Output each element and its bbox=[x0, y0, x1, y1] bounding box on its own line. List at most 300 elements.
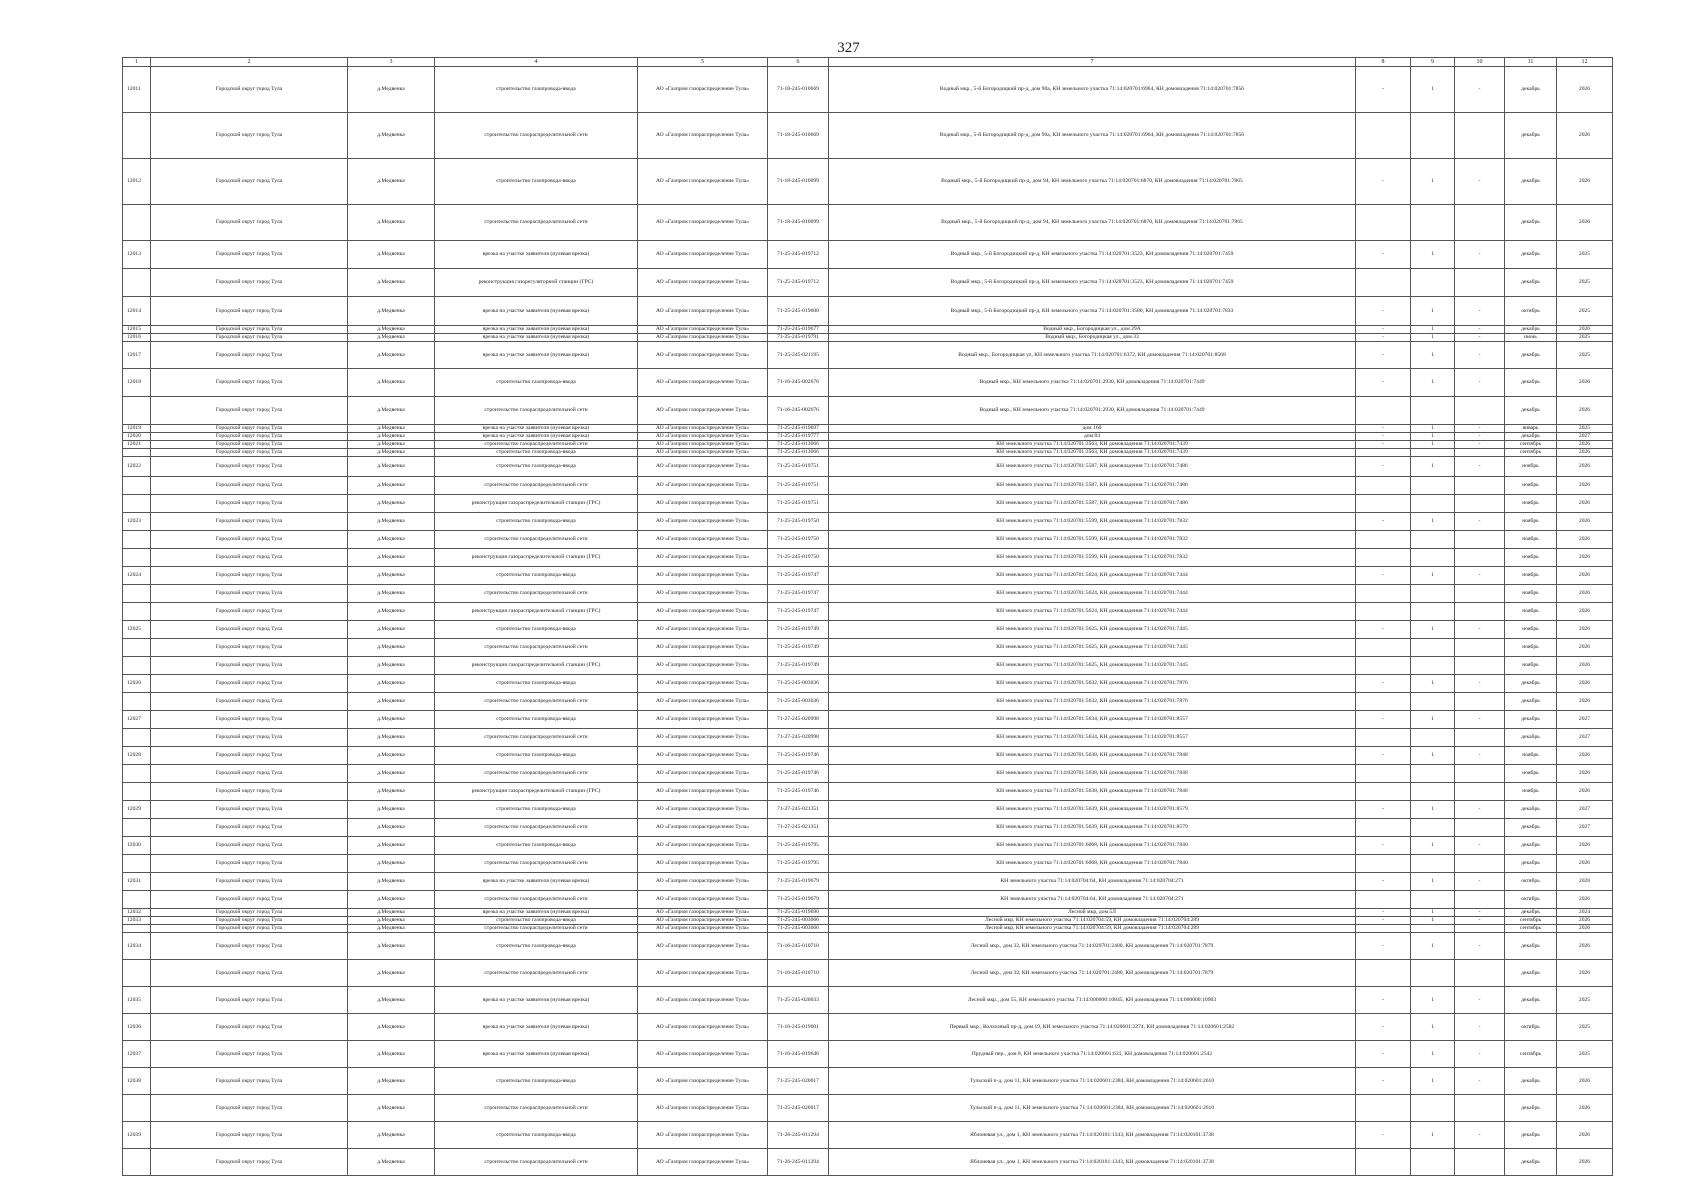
month-cell: сентябрь bbox=[1505, 917, 1557, 925]
row-number-cell: 12032 bbox=[123, 909, 151, 917]
row-number-cell: 12026 bbox=[123, 675, 151, 693]
municipality-cell: Городской округ город Тула bbox=[151, 113, 348, 159]
column-header: 5 bbox=[638, 58, 768, 67]
row-number-cell bbox=[123, 693, 151, 711]
month-cell: ноябрь bbox=[1505, 567, 1557, 585]
work-type-cell: строительство газораспределительной сети bbox=[435, 441, 638, 449]
year-cell: 2027 bbox=[1557, 819, 1613, 837]
column-header: 6 bbox=[768, 58, 829, 67]
municipality-cell: Городской округ город Тула bbox=[151, 933, 348, 960]
work-type-cell: врезка на участке заявителя (нулевая врезка) bbox=[435, 326, 638, 334]
municipality-cell: Городской округ город Тула bbox=[151, 801, 348, 819]
request-number-cell: 71-25-245-003066 bbox=[768, 917, 829, 925]
organization-cell: АО «Газпром газораспределение Тула» bbox=[638, 1068, 768, 1095]
col-10-cell: - bbox=[1455, 297, 1505, 326]
settlement-cell: д.Медвенка bbox=[348, 334, 435, 342]
address-cell: Водный мкр., 5-й Богородицкий пр-д, дом 90а, КН земельного участка 71:14:020701:6964, КН домовладения 71:14:020701:7856 bbox=[829, 67, 1356, 113]
year-cell: 2026 bbox=[1557, 960, 1613, 987]
year-cell: 2026 bbox=[1557, 513, 1613, 531]
settlement-cell: д.Медвенка bbox=[348, 855, 435, 873]
municipality-cell: Городской округ город Тула bbox=[151, 1041, 348, 1068]
work-type-cell: строительство газораспределительной сети bbox=[435, 855, 638, 873]
municipality-cell: Городской округ город Тула bbox=[151, 987, 348, 1014]
request-number-cell: 71-26-245-011294 bbox=[768, 1122, 829, 1149]
municipality-cell: Городской округ город Тула bbox=[151, 425, 348, 433]
table-row bbox=[123, 1014, 1613, 1041]
month-cell: декабрь bbox=[1505, 711, 1557, 729]
organization-cell: АО «Газпром газораспределение Тула» bbox=[638, 801, 768, 819]
table-row bbox=[123, 457, 1613, 477]
work-type-cell: строительство газораспределительной сети bbox=[435, 765, 638, 783]
organization-cell: АО «Газпром газораспределение Тула» bbox=[638, 1122, 768, 1149]
request-number-cell: 71-25-245-019712 bbox=[768, 269, 829, 297]
col-8-cell: - bbox=[1356, 334, 1411, 342]
col-10-cell bbox=[1455, 693, 1505, 711]
row-number-cell bbox=[123, 603, 151, 621]
settlement-cell: д.Медвенка bbox=[348, 342, 435, 369]
col-8-cell: - bbox=[1356, 711, 1411, 729]
work-type-cell: строительство газораспределительной сети bbox=[435, 477, 638, 495]
col-10-cell: - bbox=[1455, 67, 1505, 113]
col-8-cell bbox=[1356, 1149, 1411, 1176]
municipality-cell: Городской округ город Тула bbox=[151, 819, 348, 837]
address-cell: КН земельного участка 71:14:020701:5638, КН домовладения 71:14:020701:7848 bbox=[829, 765, 1356, 783]
address-cell: дом 160 bbox=[829, 425, 1356, 433]
row-number-cell bbox=[123, 657, 151, 675]
col-10-cell bbox=[1455, 765, 1505, 783]
organization-cell: АО «Газпром газораспределение Тула» bbox=[638, 334, 768, 342]
settlement-cell: д.Медвенка bbox=[348, 621, 435, 639]
col-9-cell: 1 bbox=[1411, 334, 1455, 342]
col-10-cell: - bbox=[1455, 801, 1505, 819]
col-9-cell: 1 bbox=[1411, 933, 1455, 960]
col-8-cell: - bbox=[1356, 873, 1411, 891]
year-cell: 2026 bbox=[1557, 933, 1613, 960]
year-cell: 2026 bbox=[1557, 67, 1613, 113]
column-header: 11 bbox=[1505, 58, 1557, 67]
address-cell: КН земельного участка 71:14:020701:3563, КН домовладения 71:14:020701:7439 bbox=[829, 449, 1356, 457]
table-row bbox=[123, 909, 1613, 917]
settlement-cell: д.Медвенка bbox=[348, 909, 435, 917]
settlement-cell: д.Медвенка bbox=[348, 477, 435, 495]
col-10-cell bbox=[1455, 657, 1505, 675]
table-row bbox=[123, 441, 1613, 449]
col-10-cell: - bbox=[1455, 433, 1505, 441]
request-number-cell: 71-16-245-019646 bbox=[768, 1041, 829, 1068]
col-10-cell: - bbox=[1455, 159, 1505, 205]
month-cell: октябрь bbox=[1505, 297, 1557, 326]
organization-cell: АО «Газпром газораспределение Тула» bbox=[638, 441, 768, 449]
col-10-cell: - bbox=[1455, 987, 1505, 1014]
work-type-cell: строительство газопровода-ввода bbox=[435, 933, 638, 960]
col-10-cell bbox=[1455, 639, 1505, 657]
row-number-cell: 12012 bbox=[123, 159, 151, 205]
col-10-cell: - bbox=[1455, 747, 1505, 765]
row-number-cell: 12025 bbox=[123, 621, 151, 639]
work-type-cell: реконструкция газораспределительной станции (ГРС) bbox=[435, 495, 638, 513]
col-9-cell bbox=[1411, 693, 1455, 711]
address-cell: Водный мкр., КН земельного участка 71:14:020701:2930, КН домовладения 71:14:020701:7449 bbox=[829, 397, 1356, 425]
municipality-cell: Городской округ город Тула bbox=[151, 334, 348, 342]
col-8-cell bbox=[1356, 639, 1411, 657]
col-10-cell bbox=[1455, 819, 1505, 837]
col-10-cell: - bbox=[1455, 425, 1505, 433]
table-row bbox=[123, 425, 1613, 433]
address-cell: КН земельного участка 71:14:020701:5624, КН домовладения 71:14:020701:7444 bbox=[829, 567, 1356, 585]
work-type-cell: строительство газораспределительной сети bbox=[435, 205, 638, 241]
request-number-cell: 71-25-245-019749 bbox=[768, 657, 829, 675]
address-cell: КН земельного участка 71:14:020701:5624, КН домовладения 71:14:020701:7444 bbox=[829, 585, 1356, 603]
year-cell: 2025 bbox=[1557, 987, 1613, 1014]
settlement-cell: д.Медвенка bbox=[348, 369, 435, 397]
organization-cell: АО «Газпром газораспределение Тула» bbox=[638, 585, 768, 603]
row-number-cell bbox=[123, 531, 151, 549]
organization-cell: АО «Газпром газораспределение Тула» bbox=[638, 960, 768, 987]
settlement-cell: д.Медвенка bbox=[348, 711, 435, 729]
year-cell: 2026 bbox=[1557, 855, 1613, 873]
request-number-cell: 71-26-245-011294 bbox=[768, 1149, 829, 1176]
work-type-cell: реконструкция газораспределительной станции (ГРС) bbox=[435, 603, 638, 621]
work-type-cell: строительство газораспределительной сети bbox=[435, 960, 638, 987]
settlement-cell: д.Медвенка bbox=[348, 113, 435, 159]
col-8-cell: - bbox=[1356, 342, 1411, 369]
table-row bbox=[123, 987, 1613, 1014]
municipality-cell: Городской округ город Тула bbox=[151, 1095, 348, 1122]
row-number-cell bbox=[123, 783, 151, 801]
row-number-cell: 12018 bbox=[123, 369, 151, 397]
col-8-cell bbox=[1356, 205, 1411, 241]
col-10-cell bbox=[1455, 397, 1505, 425]
table-row bbox=[123, 801, 1613, 819]
month-cell: декабрь bbox=[1505, 369, 1557, 397]
request-number-cell: 71-25-245-019795 bbox=[768, 837, 829, 855]
month-cell: ноябрь bbox=[1505, 747, 1557, 765]
table-row bbox=[123, 205, 1613, 241]
request-number-cell: 71-25-245-020017 bbox=[768, 1095, 829, 1122]
year-cell: 2026 bbox=[1557, 567, 1613, 585]
col-10-cell: - bbox=[1455, 837, 1505, 855]
column-header: 7 bbox=[829, 58, 1356, 67]
settlement-cell: д.Медвенка bbox=[348, 205, 435, 241]
col-10-cell bbox=[1455, 1095, 1505, 1122]
settlement-cell: д.Медвенка bbox=[348, 693, 435, 711]
col-10-cell bbox=[1455, 960, 1505, 987]
col-8-cell bbox=[1356, 693, 1411, 711]
year-cell: 2026 bbox=[1557, 326, 1613, 334]
request-number-cell: 71-16-245-019601 bbox=[768, 1014, 829, 1041]
year-cell: 2026 bbox=[1557, 783, 1613, 801]
col-9-cell bbox=[1411, 205, 1455, 241]
row-number-cell bbox=[123, 477, 151, 495]
month-cell: декабрь bbox=[1505, 397, 1557, 425]
col-8-cell: - bbox=[1356, 675, 1411, 693]
municipality-cell: Городской округ город Тула bbox=[151, 1014, 348, 1041]
organization-cell: АО «Газпром газораспределение Тула» bbox=[638, 621, 768, 639]
settlement-cell: д.Медвенка bbox=[348, 917, 435, 925]
settlement-cell: д.Медвенка bbox=[348, 960, 435, 987]
row-number-cell: 12028 bbox=[123, 747, 151, 765]
address-cell: Яблоневая ул., дом 1, КН земельного участка 71:14:020101:1343, КН домовладения 71:14:020101:3738 bbox=[829, 1149, 1356, 1176]
year-cell: 2026 bbox=[1557, 159, 1613, 205]
work-type-cell: реконструкция газорегуляторной станции (ГРС) bbox=[435, 269, 638, 297]
year-cell: 2027 bbox=[1557, 433, 1613, 441]
month-cell: декабрь bbox=[1505, 987, 1557, 1014]
address-cell: Яблоневая ул., дом 1, КН земельного участка 71:14:020101:1343, КН домовладения 71:14:020101:3738 bbox=[829, 1122, 1356, 1149]
col-9-cell bbox=[1411, 1095, 1455, 1122]
organization-cell: АО «Газпром газораспределение Тула» bbox=[638, 819, 768, 837]
col-9-cell: 1 bbox=[1411, 342, 1455, 369]
municipality-cell: Городской округ город Тула bbox=[151, 457, 348, 477]
row-number-cell bbox=[123, 205, 151, 241]
month-cell: октябрь bbox=[1505, 873, 1557, 891]
organization-cell: АО «Газпром газораспределение Тула» bbox=[638, 933, 768, 960]
settlement-cell: д.Медвенка bbox=[348, 1068, 435, 1095]
municipality-cell: Городской округ город Тула bbox=[151, 1122, 348, 1149]
row-number-cell: 12023 bbox=[123, 513, 151, 531]
col-9-cell bbox=[1411, 531, 1455, 549]
month-cell: декабрь bbox=[1505, 1095, 1557, 1122]
col-9-cell bbox=[1411, 729, 1455, 747]
address-cell: Лесной мкр., дом 32, КН земельного участка 71:14:020701:2480, КН домовладения 71:14:020701:7879 bbox=[829, 933, 1356, 960]
organization-cell: АО «Газпром газораспределение Тула» bbox=[638, 397, 768, 425]
month-cell: декабрь bbox=[1505, 909, 1557, 917]
table-row bbox=[123, 819, 1613, 837]
column-header: 12 bbox=[1557, 58, 1613, 67]
request-number-cell: 71-25-245-019600 bbox=[768, 297, 829, 326]
month-cell: декабрь bbox=[1505, 675, 1557, 693]
municipality-cell: Городской округ город Тула bbox=[151, 711, 348, 729]
col-10-cell bbox=[1455, 925, 1505, 933]
organization-cell: АО «Газпром газораспределение Тула» bbox=[638, 675, 768, 693]
month-cell: июнь bbox=[1505, 334, 1557, 342]
registry-table bbox=[122, 57, 1613, 1176]
address-cell: КН земельного участка 71:14:020701:5625, КН домовладения 71:14:020701:7445 bbox=[829, 639, 1356, 657]
request-number-cell: 71-25-245-003066 bbox=[768, 925, 829, 933]
year-cell: 2026 bbox=[1557, 441, 1613, 449]
request-number-cell: 71-27-245-021351 bbox=[768, 819, 829, 837]
address-cell: Водный мкр., Богородицкая ул, КН земельного участка 71:14:020701:6372, КН домовладения 71:14:020701:8568 bbox=[829, 342, 1356, 369]
month-cell: декабрь bbox=[1505, 729, 1557, 747]
settlement-cell: д.Медвенка bbox=[348, 639, 435, 657]
settlement-cell: д.Медвенка bbox=[348, 675, 435, 693]
work-type-cell: строительство газопровода-ввода bbox=[435, 917, 638, 925]
column-header: 3 bbox=[348, 58, 435, 67]
request-number-cell: 71-25-245-019679 bbox=[768, 873, 829, 891]
year-cell: 2026 bbox=[1557, 639, 1613, 657]
col-8-cell: - bbox=[1356, 441, 1411, 449]
municipality-cell: Городской округ город Тула bbox=[151, 585, 348, 603]
work-type-cell: реконструкция газораспределительной станции (ГРС) bbox=[435, 783, 638, 801]
organization-cell: АО «Газпром газораспределение Тула» bbox=[638, 531, 768, 549]
request-number-cell: 71-25-245-019746 bbox=[768, 747, 829, 765]
settlement-cell: д.Медвенка bbox=[348, 819, 435, 837]
settlement-cell: д.Медвенка bbox=[348, 269, 435, 297]
municipality-cell: Городской округ город Тула bbox=[151, 693, 348, 711]
work-type-cell: строительство газопровода-ввода bbox=[435, 711, 638, 729]
work-type-cell: строительство газораспределительной сети bbox=[435, 891, 638, 909]
request-number-cell: 71-16-245-002676 bbox=[768, 369, 829, 397]
table-row bbox=[123, 837, 1613, 855]
municipality-cell: Городской округ город Тула bbox=[151, 909, 348, 917]
organization-cell: АО «Газпром газораспределение Тула» bbox=[638, 855, 768, 873]
request-number-cell: 71-25-245-019679 bbox=[768, 891, 829, 909]
column-header: 4 bbox=[435, 58, 638, 67]
col-9-cell: 1 bbox=[1411, 747, 1455, 765]
year-cell: 2026 bbox=[1557, 621, 1613, 639]
municipality-cell: Городской округ город Тула bbox=[151, 1149, 348, 1176]
organization-cell: АО «Газпром газораспределение Тула» bbox=[638, 457, 768, 477]
col-10-cell: - bbox=[1455, 1122, 1505, 1149]
organization-cell: АО «Газпром газораспределение Тула» bbox=[638, 639, 768, 657]
municipality-cell: Городской округ город Тула bbox=[151, 891, 348, 909]
address-cell: КН земельного участка 71:14:020701:5599, КН домовладения 71:14:020701:7832 bbox=[829, 549, 1356, 567]
municipality-cell: Городской округ город Тула bbox=[151, 369, 348, 397]
col-9-cell bbox=[1411, 783, 1455, 801]
address-cell: дом 84 bbox=[829, 433, 1356, 441]
col-9-cell bbox=[1411, 765, 1455, 783]
col-9-cell bbox=[1411, 113, 1455, 159]
header-row bbox=[123, 58, 1613, 67]
municipality-cell: Городской округ город Тула bbox=[151, 449, 348, 457]
month-cell: декабрь bbox=[1505, 67, 1557, 113]
col-8-cell bbox=[1356, 1095, 1411, 1122]
col-8-cell: - bbox=[1356, 433, 1411, 441]
row-number-cell: 12038 bbox=[123, 1068, 151, 1095]
work-type-cell: строительство газораспределительной сети bbox=[435, 925, 638, 933]
address-cell: КН земельного участка 71:14:020701:5639, КН домовладения 71:14:020701:8579 bbox=[829, 801, 1356, 819]
address-cell: КН земельного участка 71:14:020701:5624, КН домовладения 71:14:020701:7444 bbox=[829, 603, 1356, 621]
col-9-cell: 1 bbox=[1411, 159, 1455, 205]
request-number-cell: 71-27-245-020998 bbox=[768, 711, 829, 729]
settlement-cell: д.Медвенка bbox=[348, 765, 435, 783]
request-number-cell: 71-18-245-010669 bbox=[768, 67, 829, 113]
municipality-cell: Городской округ город Тула bbox=[151, 925, 348, 933]
municipality-cell: Городской округ город Тула bbox=[151, 960, 348, 987]
year-cell: 2026 bbox=[1557, 1095, 1613, 1122]
request-number-cell: 71-25-245-021195 bbox=[768, 342, 829, 369]
col-10-cell: - bbox=[1455, 457, 1505, 477]
table-row bbox=[123, 765, 1613, 783]
address-cell: Тульский п-д, дом 11, КН земельного участка 71:14:020601:2384, КН домовладения 71:14:020601:2610 bbox=[829, 1095, 1356, 1122]
year-cell: 2026 bbox=[1557, 113, 1613, 159]
settlement-cell: д.Медвенка bbox=[348, 549, 435, 567]
row-number-cell: 12033 bbox=[123, 917, 151, 925]
row-number-cell: 12019 bbox=[123, 425, 151, 433]
table-row bbox=[123, 675, 1613, 693]
month-cell: декабрь bbox=[1505, 1149, 1557, 1176]
col-8-cell: - bbox=[1356, 801, 1411, 819]
work-type-cell: врезка на участке заявителя (нулевая врезка) bbox=[435, 909, 638, 917]
year-cell: 2026 bbox=[1557, 449, 1613, 457]
work-type-cell: строительство газораспределительной сети bbox=[435, 397, 638, 425]
municipality-cell: Городской округ город Тула bbox=[151, 269, 348, 297]
request-number-cell: 71-25-245-019746 bbox=[768, 783, 829, 801]
table-row bbox=[123, 67, 1613, 113]
municipality-cell: Городской округ город Тула bbox=[151, 603, 348, 621]
col-8-cell: - bbox=[1356, 369, 1411, 397]
address-cell: КН земельного участка 71:14:020701:5634, КН домовладения 71:14:020701:8557 bbox=[829, 711, 1356, 729]
month-cell: декабрь bbox=[1505, 433, 1557, 441]
month-cell: ноябрь bbox=[1505, 657, 1557, 675]
col-9-cell bbox=[1411, 397, 1455, 425]
settlement-cell: д.Медвенка bbox=[348, 987, 435, 1014]
year-cell: 2026 bbox=[1557, 891, 1613, 909]
year-cell: 2025 bbox=[1557, 334, 1613, 342]
col-10-cell: - bbox=[1455, 909, 1505, 917]
work-type-cell: строительство газораспределительной сети bbox=[435, 729, 638, 747]
address-cell: КН земельного участка 71:14:020701:5587, КН домовладения 71:14:020701:7486 bbox=[829, 495, 1356, 513]
municipality-cell: Городской округ город Тула bbox=[151, 397, 348, 425]
table-row bbox=[123, 1095, 1613, 1122]
municipality-cell: Городской округ город Тула bbox=[151, 729, 348, 747]
organization-cell: АО «Газпром газораспределение Тула» bbox=[638, 917, 768, 925]
organization-cell: АО «Газпром газораспределение Тула» bbox=[638, 549, 768, 567]
settlement-cell: д.Медвенка bbox=[348, 925, 435, 933]
work-type-cell: строительство газопровода-ввода bbox=[435, 457, 638, 477]
year-cell: 2026 bbox=[1557, 531, 1613, 549]
month-cell: декабрь bbox=[1505, 693, 1557, 711]
month-cell: сентябрь bbox=[1505, 441, 1557, 449]
col-10-cell bbox=[1455, 549, 1505, 567]
address-cell: Водный мкр., 5-й Богородицкий пр-д, дом 94, КН земельного участка 71:14:020701:6870, КН домовладения 71:14:020701:7865 bbox=[829, 205, 1356, 241]
work-type-cell: строительство газораспределительной сети bbox=[435, 819, 638, 837]
organization-cell: АО «Газпром газораспределение Тула» bbox=[638, 326, 768, 334]
organization-cell: АО «Газпром газораспределение Тула» bbox=[638, 159, 768, 205]
month-cell: декабрь bbox=[1505, 819, 1557, 837]
settlement-cell: д.Медвенка bbox=[348, 513, 435, 531]
row-number-cell: 12021 bbox=[123, 441, 151, 449]
address-cell: Водный мкр., 5-й Богородицкий пр-д, КН земельного участка 71:14:020701:3523, КН домовладения 71:14:020701:7459 bbox=[829, 269, 1356, 297]
year-cell: 2026 bbox=[1557, 657, 1613, 675]
col-9-cell bbox=[1411, 449, 1455, 457]
row-number-cell bbox=[123, 1149, 151, 1176]
municipality-cell: Городской округ город Тула bbox=[151, 441, 348, 449]
month-cell: декабрь bbox=[1505, 269, 1557, 297]
organization-cell: АО «Газпром газораспределение Тула» bbox=[638, 765, 768, 783]
table-row bbox=[123, 342, 1613, 369]
col-8-cell bbox=[1356, 657, 1411, 675]
work-type-cell: реконструкция газораспределительной станции (ГРС) bbox=[435, 657, 638, 675]
organization-cell: АО «Газпром газораспределение Тула» bbox=[638, 657, 768, 675]
organization-cell: АО «Газпром газораспределение Тула» bbox=[638, 1014, 768, 1041]
col-9-cell bbox=[1411, 657, 1455, 675]
request-number-cell: 71-27-245-021351 bbox=[768, 801, 829, 819]
month-cell: декабрь bbox=[1505, 342, 1557, 369]
address-cell: КН земельного участка 71:14:020701:5639, КН домовладения 71:14:020701:8579 bbox=[829, 819, 1356, 837]
settlement-cell: д.Медвенка bbox=[348, 159, 435, 205]
col-8-cell: - bbox=[1356, 513, 1411, 531]
col-8-cell bbox=[1356, 891, 1411, 909]
col-8-cell: - bbox=[1356, 1068, 1411, 1095]
municipality-cell: Городской округ город Тула bbox=[151, 342, 348, 369]
request-number-cell: 71-25-245-019750 bbox=[768, 531, 829, 549]
work-type-cell: строительство газораспределительной сети bbox=[435, 639, 638, 657]
col-10-cell bbox=[1455, 1149, 1505, 1176]
settlement-cell: д.Медвенка bbox=[348, 433, 435, 441]
col-9-cell bbox=[1411, 585, 1455, 603]
table-row bbox=[123, 1122, 1613, 1149]
request-number-cell: 71-25-245-003036 bbox=[768, 693, 829, 711]
col-9-cell: 1 bbox=[1411, 67, 1455, 113]
col-9-cell: 1 bbox=[1411, 433, 1455, 441]
col-8-cell bbox=[1356, 397, 1411, 425]
col-9-cell: 1 bbox=[1411, 513, 1455, 531]
request-number-cell: 71-25-245-020017 bbox=[768, 1068, 829, 1095]
month-cell: сентябрь bbox=[1505, 925, 1557, 933]
municipality-cell: Городской округ город Тула bbox=[151, 531, 348, 549]
col-8-cell bbox=[1356, 819, 1411, 837]
year-cell: 2027 bbox=[1557, 711, 1613, 729]
